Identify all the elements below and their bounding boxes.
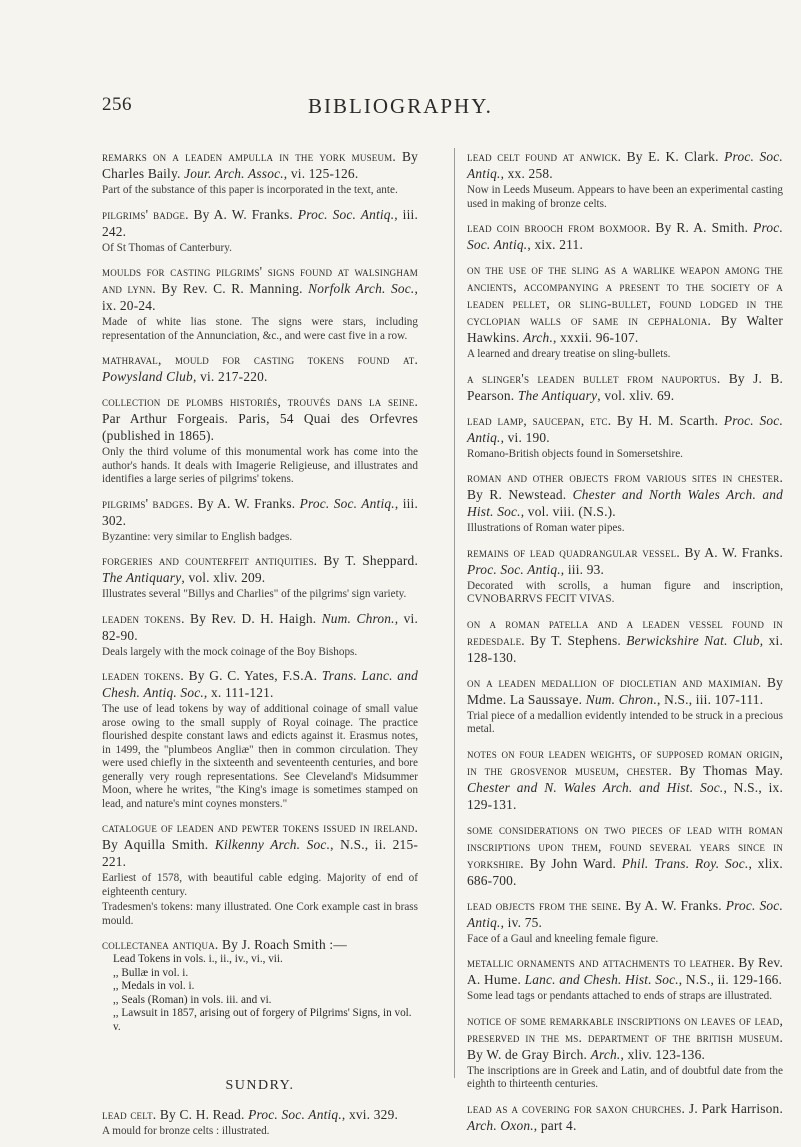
entry-citation: Proc. Soc. Antiq. [467, 220, 783, 252]
entry-citation: Arch. Oxon. [467, 1117, 534, 1133]
entry-note: Decorated with scrolls, a human figure and inscription, CVNOBARRVS FECIT VIVAS. [467, 579, 783, 605]
bibliography-entry [102, 351, 418, 385]
entry-title: lead lamp, saucepan, etc. [467, 412, 612, 428]
entry-note: Illustrates several "Billys and Charlies" of the pilgrims' sign variety. [102, 588, 407, 600]
bibliography-entry [102, 263, 418, 343]
entry-reference: , N.S., ii. 215-221. [102, 837, 418, 869]
entry-reference: , xxxii. 96-107. [553, 330, 639, 345]
entry-author: By W. de Gray Birch. [467, 1046, 591, 1062]
entry-citation: Lanc. and Chesh. Hist. Soc. [524, 972, 679, 987]
entry-heading [467, 261, 783, 346]
entry-citation: Proc. Soc. Antiq. [467, 149, 783, 181]
entry-author: By Aquilla Smith. [102, 837, 215, 852]
entry-title: leaden tokens. [102, 610, 185, 626]
entry-heading [102, 819, 418, 870]
bibliography-entry [467, 370, 783, 404]
collectanea-item: ,, Lawsuit in 1857, arising out of forgery of Pilgrims' Signs, in vol. v. [113, 1007, 412, 1033]
entry-title: collection de plombs historiés, trouvés dans la seine. [102, 394, 418, 409]
entry-title: remarks on a leaden ampulla in the york museum. [102, 149, 396, 164]
entry-heading [467, 148, 783, 182]
entry-heading [102, 552, 418, 586]
entry-author: By A. W. Franks. [193, 495, 300, 511]
entry-reference: , xix. 211. [527, 237, 583, 252]
entry-citation: Arch. [523, 330, 553, 345]
entry-heading [102, 1106, 418, 1123]
entry-reference: , part 4. [533, 1117, 577, 1133]
entry-title: on the use of the sling as a warlike weapon among the ancients, accompanying a present to the society of a leaden pellet, or sling-bullet, found lodged in the cyclopian walls of same in cephalonia. [467, 262, 783, 328]
entry-title: lead celt found at anwick. [467, 149, 622, 164]
entry-note: Made of white lias stone. The signs were stars, including representation of the Annunciation, &c., and were cast five in a row. [102, 316, 418, 342]
entry-author: Par Arthur Forgeais. Paris, 54 Quai des Orfevres (published in 1865). [102, 411, 418, 443]
entry-citation: Arch. [590, 1046, 621, 1062]
entry-heading [102, 148, 418, 182]
entry-citation: Proc. Soc. Antiq. [297, 206, 395, 222]
entry-author: By J. B. Pearson. [467, 370, 784, 403]
column-divider [454, 148, 455, 1078]
entry-heading [102, 610, 418, 644]
page-header [0, 94, 801, 124]
entry-reference: , xx. 258. [500, 166, 553, 181]
entry-author: By R. A. Smith. [650, 220, 754, 235]
entry-note: Romano-British objects found in Somersetshire. [467, 447, 683, 460]
entry-note: Tradesmen's tokens: many illustrated. One Cork example cast in brass mould. [102, 901, 418, 927]
bibliography-entry [102, 148, 418, 198]
entry-title: lead coin brooch from boxmoor. [467, 220, 651, 235]
entry-reference: , xlix. 686-700. [467, 855, 783, 888]
entry-reference: , N.S., iii. 107-111. [657, 691, 764, 707]
entry-citation: Kilkenny Arch. Soc. [214, 837, 331, 852]
entry-citation: Chester and North Wales Arch. and Hist. Soc. [467, 487, 783, 519]
bibliography-entry [467, 897, 783, 947]
entry-title: lead celt. [102, 1107, 157, 1122]
entry-citation: Proc. Soc. Antiq. [467, 412, 783, 445]
left-column [102, 148, 418, 1147]
entry-heading [467, 954, 783, 988]
entry-heading [467, 897, 783, 931]
entry-heading [102, 495, 418, 529]
entry-title: some considerations on two pieces of lead with roman inscriptions upon them, found several years since in yorkshire. [467, 821, 783, 871]
entry-note: Of St Thomas of Canterbury. [102, 241, 232, 254]
entry-heading [467, 370, 783, 404]
entry-author: By John Ward. [523, 855, 622, 871]
entry-heading [102, 667, 418, 701]
entry-citation: Proc. Soc. Antiq. [299, 495, 395, 511]
entry-citation: Num. Chron. [585, 691, 657, 707]
entry-author: By A. W. Franks. [621, 897, 726, 913]
entry-citation: Trans. Lanc. and Chesh. Antiq. Soc. [102, 668, 418, 700]
entry-citation: The Antiquary [102, 570, 182, 585]
entry-reference: , N.S., ii. 129-166. [678, 972, 783, 987]
entry-reference: , vi. 190. [500, 429, 550, 445]
entry-heading [467, 1100, 783, 1134]
entry-reference: , xliv. 123-136. [620, 1046, 706, 1062]
entry-author: By Charles Baily. [102, 149, 418, 181]
entry-author: By Rev. D. H. Haigh. [184, 610, 322, 626]
entry-title: pilgrims' badge. [102, 206, 189, 222]
bibliography-entry [467, 412, 783, 462]
entry-note: Now in Leeds Museum. Appears to have been an experimental casting used in making of bronze celts. [467, 184, 783, 210]
entry-citation: Berwickshire Nat. Club [626, 632, 760, 648]
entry-author: By Rev. A. Hume. [467, 955, 783, 987]
collectanea-item: Lead Tokens in vols. i., ii., iv., vi., vii. [113, 953, 283, 965]
entry-heading [467, 412, 783, 446]
entry-heading [102, 936, 418, 953]
entry-heading [102, 263, 418, 314]
entry-author: By T. Sheppard. [317, 553, 418, 568]
entry-note: Some lead tags or pendants attached to ends of straps are illustrated. [467, 990, 773, 1002]
entry-author: By T. Stephens. [524, 632, 627, 648]
entry-author: By R. Newstead. [467, 487, 573, 502]
entry-citation: Proc. Soc. Antiq. [467, 561, 561, 577]
entry-reference: , iii. 93. [560, 561, 605, 577]
bibliography-entry [467, 674, 783, 737]
entry-title: metallic ornaments and attachments to leather. [467, 955, 735, 970]
entry-citation: Proc. Soc. Antiq. [467, 897, 783, 930]
entry-citation: Chester and N. Wales Arch. and Hist. Soc. [467, 779, 724, 795]
entry-author: By C. H. Read. [156, 1107, 249, 1122]
entry-title: mathraval, mould for casting tokens found at. [102, 352, 418, 367]
entry-citation: Phil. Trans. Roy. Soc. [621, 855, 749, 871]
entry-reference: , vi. 217-220. [192, 369, 268, 384]
entry-citation: Powysland Club [102, 369, 193, 384]
entry-heading [467, 674, 783, 708]
entry-reference: , iii. 242. [102, 206, 418, 239]
entry-reference: , vol. xliv. 209. [181, 570, 266, 585]
bibliography-entry [102, 393, 418, 487]
entry-reference: , iii. 302. [102, 495, 419, 528]
entry-note: Earliest of 1578, with beautiful cable edging. Majority of end of eighteenth century. [102, 872, 418, 898]
entry-reference: , x. 111-121. [203, 685, 274, 700]
bibliography-entry [467, 469, 783, 536]
bibliography-entry [102, 206, 418, 256]
bibliography-entry [102, 819, 418, 928]
right-column [467, 148, 783, 1142]
entry-title: pilgrims' badges. [102, 495, 194, 511]
bibliography-entry [467, 544, 783, 607]
collectanea-item: ,, Bullæ in vol. i. [113, 966, 189, 979]
entry-title: on a roman patella and a leaden vessel found in redesdale. [467, 615, 783, 648]
bibliography-entry [467, 261, 783, 362]
entry-author: By A. W. Franks. [679, 544, 783, 560]
entry-title: remains of lead quadrangular vessel. [467, 544, 680, 560]
entry-reference: , vol. viii. (N.S.). [520, 504, 616, 519]
entry-title: notes on four leaden weights, of supposed roman origin, in the grosvenor museum, chester. [467, 745, 783, 778]
entry-reference: , xvi. 329. [341, 1107, 399, 1122]
entry-note: A learned and dreary treatise on sling-bullets. [467, 348, 671, 360]
entry-author: By H. M. Scarth. [611, 412, 724, 428]
entry-heading [467, 544, 783, 578]
entry-citation: Proc. Soc. Antiq. [248, 1107, 342, 1122]
entry-heading [467, 1012, 783, 1063]
entry-title: a slinger's leaden bullet from nauportus. [467, 370, 721, 386]
entry-citation: Norfolk Arch. Soc. [308, 281, 415, 296]
entry-note: A mould for bronze celts : illustrated. [102, 1125, 270, 1137]
section-heading-sundry: SUNDRY. [225, 1078, 295, 1093]
entry-heading [102, 351, 418, 385]
entry-note: Part of the substance of this paper is incorporated in the text, ante. [102, 184, 398, 196]
bibliography-entry [467, 1100, 783, 1134]
entry-author: By Thomas May. [671, 762, 783, 778]
entry-author: J. Park Harrison. [685, 1100, 783, 1116]
collectanea-item: ,, Medals in vol. i. [113, 980, 195, 992]
entry-note: Illustrations of Roman water pipes. [467, 522, 625, 534]
entry-reference: , vi. 125-126. [283, 166, 359, 181]
entry-note: Deals largely with the mock coinage of the Boy Bishops. [102, 645, 358, 658]
entry-author: By A. W. Franks. [188, 206, 298, 222]
entry-title: collectanea antiqua. [102, 937, 219, 952]
entry-citation: The Antiquary [517, 387, 598, 403]
entry-reference: , N.S., ix. 129-131. [467, 779, 783, 812]
entry-title: leaden tokens. [102, 668, 184, 683]
bibliography-entry [467, 821, 783, 889]
entry-author: By G. C. Yates, F.S.A. [183, 668, 322, 683]
entry-title: roman and other objects from various sites in chester. [467, 470, 783, 485]
entry-reference: , iv. 75. [500, 914, 543, 930]
bibliography-entry [102, 552, 418, 602]
entry-note: Trial piece of a medallion evidently intended to be struck in a precious metal. [467, 709, 783, 735]
bibliography-entry [102, 495, 418, 545]
bibliography-entry [102, 610, 418, 660]
entry-heading [467, 821, 783, 889]
bibliography-entry [467, 219, 783, 253]
entry-heading [467, 745, 783, 813]
entry-title: forgeries and counterfeit antiquities. [102, 553, 318, 568]
entry-title: notice of some remarkable inscriptions on leaves of lead, preserved in the ms. department of the british museum. [467, 1012, 783, 1045]
entry-reference: , xi. 128-130. [467, 632, 783, 665]
bibliography-entry [467, 148, 783, 211]
running-head: BIBLIOGRAPHY. [308, 94, 493, 118]
collectanea-item: ,, Seals (Roman) in vols. iii. and vi. [113, 993, 272, 1006]
bibliography-entry [102, 936, 418, 1034]
entry-author: By Rev. C. R. Manning. [155, 281, 309, 296]
bibliography-entry [467, 745, 783, 813]
entry-citation: Num. Chron. [321, 610, 395, 626]
entry-note: The use of lead tokens by way of additional coinage of small value arose owing to the small supply of Royal coinage. The practice flourished despite constant laws and edicts against it. Erasmus notes, in 1499, the "plumbeos Angliæ" then in common circulation. They were used chiefly in the sixteenth and seventeenth centuries, and bore generally very rough representations. See Cleveland's Midsummer Moon, where he writes, "the King's image is sometimes stamped on lead, and nature's mint coynes monsters." [102, 703, 418, 810]
entry-author: By E. K. Clark. [621, 149, 725, 164]
entry-title: lead as a covering for saxon churches. [467, 1100, 686, 1116]
page-number: 256 [102, 94, 132, 115]
entry-reference: , vol. xliv. 69. [597, 387, 675, 403]
bibliography-entry [467, 615, 783, 666]
entry-heading [467, 469, 783, 520]
entry-heading [102, 393, 418, 444]
collectanea-list [102, 953, 418, 1034]
entry-note: Byzantine: very similar to English badges. [102, 530, 293, 543]
entry-note: Face of a Gaul and kneeling female figure. [467, 932, 659, 945]
bibliography-entry [467, 1012, 783, 1092]
entry-title: on a leaden medallion of diocletian and maximian. [467, 674, 762, 690]
entry-heading [102, 206, 418, 240]
entry-author: By Mdme. La Saussaye. [467, 674, 783, 707]
entry-title: moulds for casting pilgrims' signs found at walsingham and lynn. [102, 264, 418, 296]
entry-citation: Jour. Arch. Assoc. [184, 166, 284, 181]
entry-heading [467, 615, 783, 666]
entry-title: catalogue of leaden and pewter tokens issued in ireland. [102, 820, 418, 835]
entry-title: lead objects from the seine. [467, 897, 622, 913]
entry-author: By Walter Hawkins. [467, 313, 783, 345]
entry-note: The inscriptions are in Greek and Latin, and of doubtful date from the eighth to thirteenth centuries. [467, 1064, 783, 1090]
bibliography-entry [102, 1106, 418, 1139]
entry-heading [467, 219, 783, 253]
entry-reference: , ix. 20-24. [102, 281, 418, 313]
entry-author: By J. Roach Smith :— [218, 937, 347, 952]
bibliography-entry [102, 667, 418, 811]
entry-note: Only the third volume of this monumental work has come into the author's hands. It deals with Imagerie Religieuse, and illustrates and identifies a large series of pilgrims' tokens. [102, 446, 418, 485]
entry-reference: , vi. 82-90. [102, 610, 418, 643]
bibliography-entry [467, 954, 783, 1004]
